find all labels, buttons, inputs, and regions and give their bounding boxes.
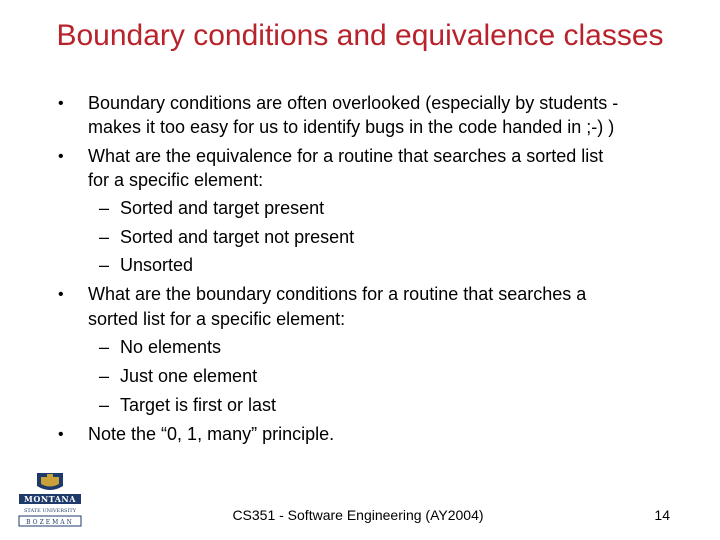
bullet-text: makes it too easy for us to identify bugs in the code handed in ;-) )	[88, 117, 615, 137]
bullet-text: What are the equivalence for a routine that searches a sorted list	[88, 146, 604, 166]
bullet-text: What are the boundary conditions for a routine that searches a	[88, 284, 587, 304]
svg-text:BOZEMAN: BOZEMAN	[26, 519, 74, 526]
slide-title: Boundary conditions and equivalence classes	[56, 19, 664, 52]
bullet-text: Note the “0, 1, many” principle.	[88, 424, 335, 444]
bullet-text: for a specific element:	[88, 170, 264, 190]
svg-text:STATE UNIVERSITY: STATE UNIVERSITY	[23, 508, 77, 514]
sub-bullet-dash: –	[99, 337, 110, 357]
university-logo	[17, 470, 83, 528]
sub-bullet-text: Just one element	[120, 366, 258, 386]
svg-text:MONTANA: MONTANA	[24, 494, 76, 504]
bullet-text: Boundary conditions are often overlooked (especially by students -	[88, 93, 619, 113]
bullet-text: sorted list for a specific element:	[88, 309, 346, 329]
page-number: 14	[654, 507, 670, 523]
sub-bullet-text: No elements	[120, 337, 222, 357]
sub-bullet-text: Unsorted	[120, 255, 194, 275]
sub-bullet-dash: –	[99, 227, 110, 247]
bullet-marker: •	[58, 426, 64, 443]
sub-bullet-text: Sorted and target present	[120, 198, 325, 218]
sub-bullet-text: Target is first or last	[120, 395, 277, 415]
sub-bullet-dash: –	[99, 255, 110, 275]
sub-bullet-dash: –	[99, 395, 110, 415]
sub-bullet-text: Sorted and target not present	[120, 227, 355, 247]
bullet-marker: •	[58, 95, 64, 112]
bullet-marker: •	[58, 286, 64, 303]
sub-bullet-dash: –	[99, 366, 110, 386]
bullet-marker: •	[58, 148, 64, 165]
footer-text: CS351 - Software Engineering (AY2004)	[232, 507, 484, 523]
sub-bullet-dash: –	[99, 198, 110, 218]
